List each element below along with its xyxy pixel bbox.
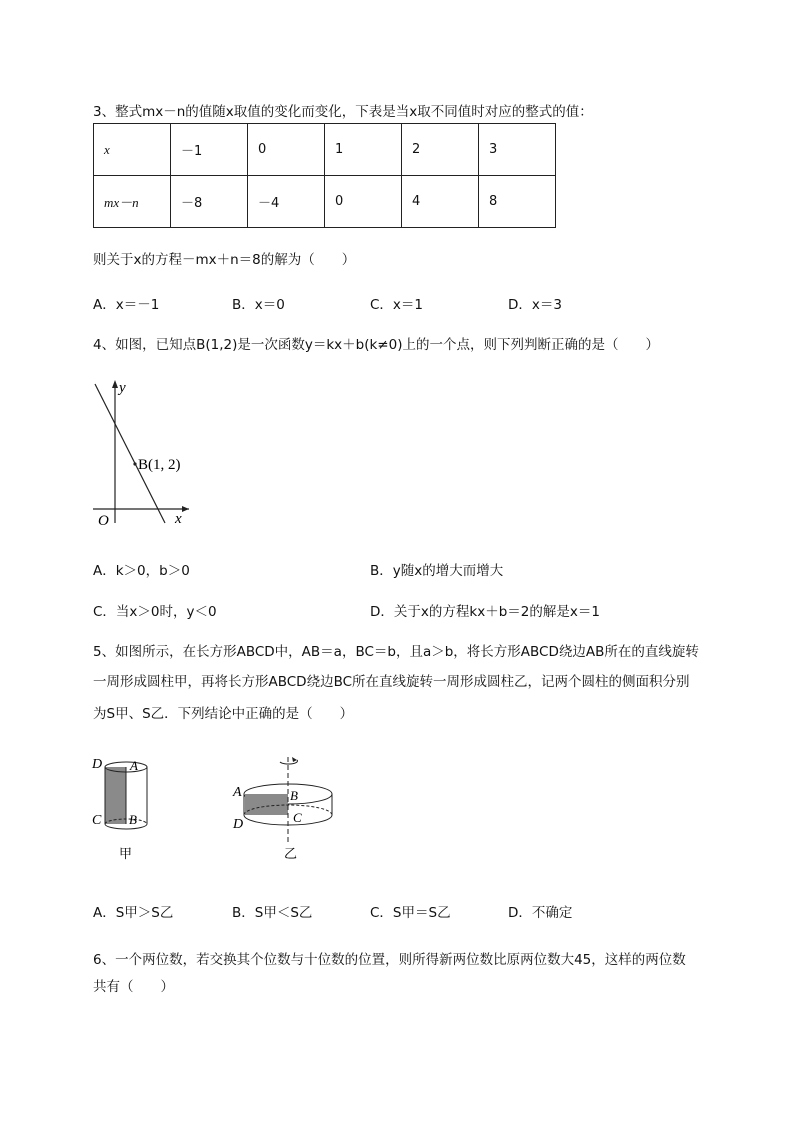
rectangle-abcd-shaded	[105, 767, 126, 824]
q4-option-a: A．k＞0，b＞0	[93, 563, 190, 579]
cylinder-jia-figure	[88, 752, 168, 864]
table-row	[94, 124, 556, 176]
origin-label: O	[98, 513, 109, 529]
q3-option-a: A．x＝－1	[93, 297, 160, 313]
q3-stem: 3、整式mx－n的值随x取值的变化而变化，下表是当x取不同值时对应的整式的值：	[93, 104, 593, 120]
q4-stem: 4、如图，已知点B(1,2)是一次函数y＝kx＋b(k≠0)上的一个点，则下列判断正确的是（ ）	[93, 337, 659, 353]
label-b: B	[290, 788, 298, 803]
rectangle-abcd-shaded	[245, 794, 288, 815]
function-line	[95, 384, 165, 523]
q4-graph-figure	[88, 378, 198, 530]
label-c: C	[293, 810, 302, 825]
q4-option-d: D．关于x的方程kx＋b＝2的解是x＝1	[370, 604, 600, 620]
table-cell: 8	[479, 176, 556, 228]
x-axis-arrow-icon	[182, 506, 189, 512]
table-cell: 0	[248, 124, 325, 176]
q3-option-c: C．x＝1	[370, 297, 424, 313]
table-cell: 4	[402, 176, 479, 228]
rotation-arrowhead-icon	[292, 757, 297, 762]
q3-option-d: D．x＝3	[508, 297, 562, 313]
q4-option-c: C．当x＞0时，y＜0	[93, 604, 217, 620]
label-a: A	[233, 785, 242, 800]
table-cell: 1	[325, 124, 402, 176]
q5-stem-line3: 为S甲、S乙．下列结论中正确的是（ ）	[93, 706, 354, 722]
table-cell: 0	[325, 176, 402, 228]
q3-prompt: 则关于x的方程－mx＋n＝8的解为（ ）	[93, 252, 356, 268]
table-cell: x	[94, 124, 171, 176]
point-b-label: B(1, 2)	[138, 457, 181, 473]
cylinder-yi-figure	[228, 752, 348, 864]
q5-stem-line1: 5、如图所示，在长方形ABCD中，AB＝a，BC＝b，且a＞b，将长方形ABCD绕边AB所在的直线旋转	[93, 644, 699, 660]
q5-stem-line2: 一周形成圆柱甲，再将长方形ABCD绕边BC所在直线旋转一周形成圆柱乙，记两个圆柱的侧面积分别	[93, 674, 690, 690]
q5-option-a: A．S甲＞S乙	[93, 905, 174, 921]
table-cell: 2	[402, 124, 479, 176]
table-cell: －1	[171, 124, 248, 176]
label-a: A	[130, 758, 138, 773]
table-cell: －4	[248, 176, 325, 228]
y-axis-label: y	[119, 380, 126, 396]
q3-option-b: B．x＝0	[232, 297, 285, 313]
caption-yi: 乙	[284, 847, 298, 862]
label-c: C	[92, 813, 102, 828]
q3-value-table	[93, 123, 556, 228]
q6-stem-line2: 共有（ ）	[93, 979, 174, 995]
caption-jia: 甲	[119, 847, 133, 862]
table-cell: mx－n	[94, 176, 171, 228]
y-axis-arrow-icon	[112, 380, 118, 388]
q5-option-d: D．不确定	[508, 905, 573, 921]
label-d: D	[92, 757, 103, 772]
point-b	[133, 462, 136, 465]
table-row	[94, 176, 556, 228]
label-b: B	[129, 812, 137, 827]
q5-option-b: B．S甲＜S乙	[232, 905, 313, 921]
q5-option-c: C．S甲＝S乙	[370, 905, 451, 921]
q6-stem-line1: 6、一个两位数，若交换其个位数与十位数的位置，则所得新两位数比原两位数大45，这样的两位数	[93, 952, 686, 968]
table-cell: 3	[479, 124, 556, 176]
x-axis-label: x	[175, 511, 182, 527]
table-cell: －8	[171, 176, 248, 228]
label-d: D	[233, 817, 244, 832]
q4-option-b: B．y随x的增大而增大	[370, 563, 504, 579]
cylinder-bottom-front	[105, 824, 147, 829]
